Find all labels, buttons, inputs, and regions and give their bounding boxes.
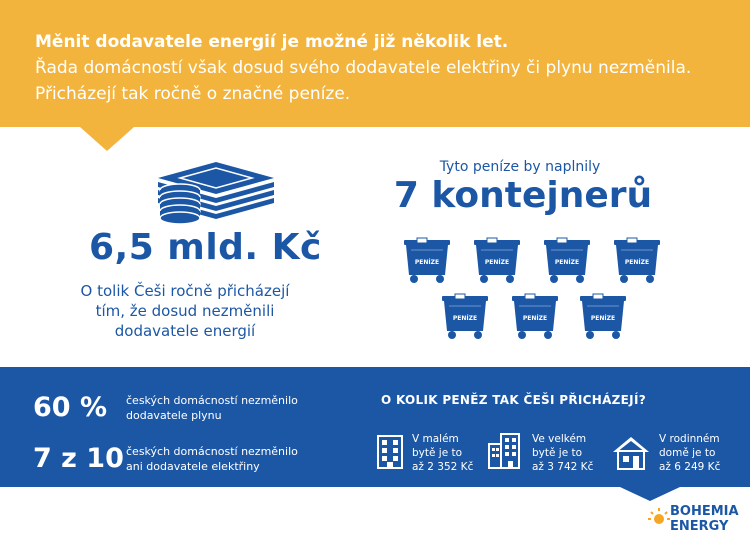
- money-container-icon: [511, 293, 559, 343]
- logo-word-energy: ENERGY: [670, 519, 729, 534]
- money-stack-icon: [150, 156, 282, 230]
- logo-word-bohemia: BOHEMIA: [670, 504, 739, 519]
- svg-text:PENÍZE: PENÍZE: [522, 315, 548, 322]
- containers-count: 7 kontejnerů: [393, 175, 653, 216]
- banner-pointer: [80, 127, 134, 151]
- lost-money-desc-line-3: dodavatele energií: [114, 322, 256, 340]
- electricity-stat-description: [126, 444, 326, 474]
- lost-money-desc-line-2: tím, že dosud nezměnili: [95, 302, 275, 320]
- money-container-icon: [473, 237, 521, 287]
- family-house-line-1: V rodinném: [659, 433, 720, 445]
- large-apartment-line-2: bytě je to: [532, 447, 583, 459]
- money-container-icon: [543, 237, 591, 287]
- containers-caption: Tyto peníze by naplnily: [439, 159, 601, 175]
- money-container-icon: [579, 293, 627, 343]
- family-house-icon: [610, 434, 652, 472]
- bohemia-energy-logo: [648, 500, 748, 544]
- svg-text:PENÍZE: PENÍZE: [590, 315, 616, 322]
- money-container-icon: [613, 237, 661, 287]
- svg-text:PENÍZE: PENÍZE: [414, 259, 440, 266]
- large-apartment-icon: [487, 432, 523, 470]
- band-notch: [620, 487, 680, 501]
- large-apartment-amount: až 3 742 Kč: [532, 461, 594, 473]
- sun-logo-icon: [648, 506, 670, 528]
- small-apartment-icon: [374, 432, 410, 470]
- savings-question: O KOLIK PENĚZ TAK ČEŠI PŘICHÁZEJÍ?: [381, 393, 646, 407]
- small-apartment-line-2: bytě je to: [412, 447, 463, 459]
- svg-text:PENÍZE: PENÍZE: [624, 259, 650, 266]
- small-apartment-amount: až 2 352 Kč: [412, 461, 474, 473]
- large-apartment-text: [532, 432, 612, 474]
- money-container-icon: [441, 293, 489, 343]
- intro-banner: [0, 0, 750, 127]
- family-house-text: [659, 432, 739, 474]
- electricity-stat-number: 7 z 10: [33, 443, 124, 474]
- intro-text-line-3: Přicházejí tak ročně o značné peníze.: [35, 84, 351, 104]
- svg-text:PENÍZE: PENÍZE: [452, 315, 478, 322]
- svg-text:PENÍZE: PENÍZE: [484, 259, 510, 266]
- electricity-stat-line-2: ani dodavatele elektřiny: [126, 460, 260, 473]
- svg-text:PENÍZE: PENÍZE: [554, 259, 580, 266]
- money-container-icon: [403, 237, 451, 287]
- intro-text-line-2: Řada domácností však dosud svého dodavatele elektřiny či plynu nezměnila.: [35, 58, 692, 78]
- lost-money-description: [60, 281, 310, 341]
- electricity-stat-line-1: českých domácností nezměnilo: [126, 445, 298, 458]
- gas-stat-line-1: českých domácností nezměnilo: [126, 394, 298, 407]
- intro-headline: Měnit dodavatele energií je možné již několik let.: [35, 32, 509, 52]
- small-apartment-line-1: V malém: [412, 433, 459, 445]
- lost-money-amount: 6,5 mld. Kč: [89, 227, 322, 268]
- large-apartment-line-1: Ve velkém: [532, 433, 587, 445]
- gas-stat-line-2: dodavatele plynu: [126, 409, 222, 422]
- family-house-line-2: domě je to: [659, 447, 716, 459]
- small-apartment-text: [412, 432, 492, 474]
- gas-stat-description: [126, 393, 326, 423]
- family-house-amount: až 6 249 Kč: [659, 461, 721, 473]
- gas-stat-number: 60 %: [33, 392, 108, 423]
- lost-money-desc-line-1: O tolik Češi ročně přicházejí: [80, 282, 290, 300]
